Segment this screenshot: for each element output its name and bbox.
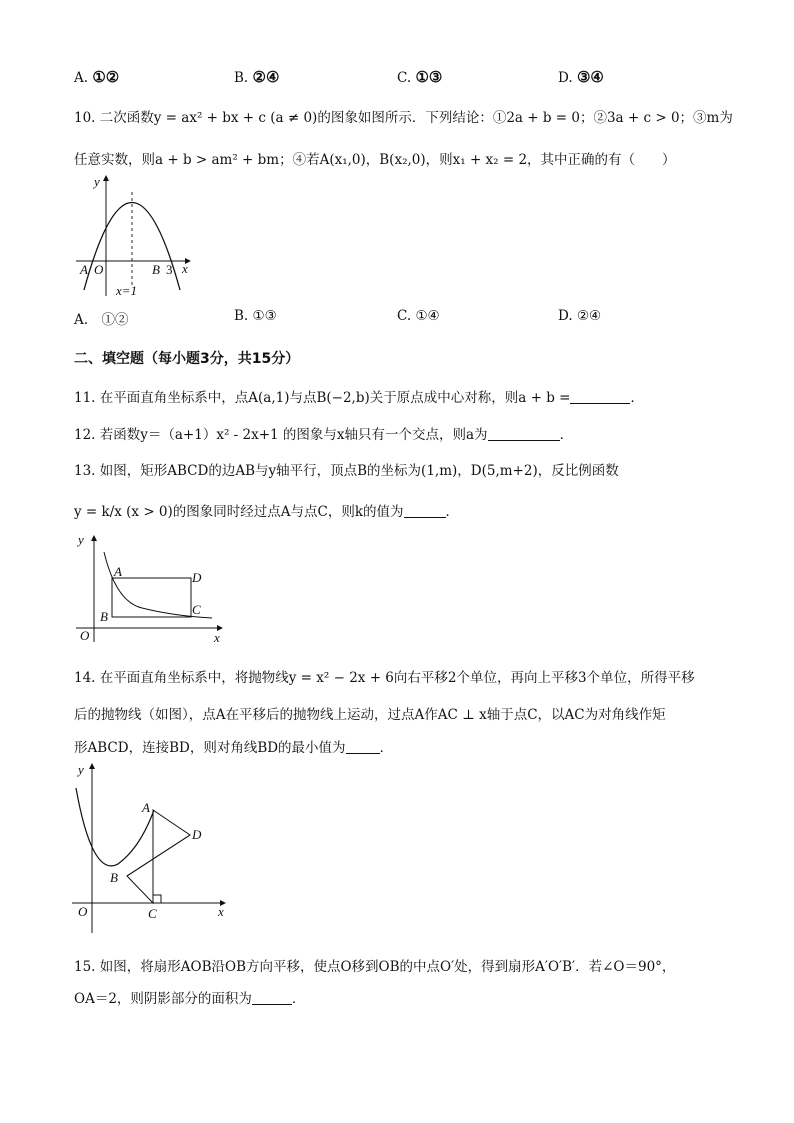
right-angle-mark <box>153 895 161 903</box>
q10-line-1: 10. 二次函数y = ax² + bx + c (a ≠ 0)的图象如图所示．下列结论：①2a + b = 0；②3a + c > 0；③m为 <box>74 110 733 126</box>
q14-line-1: 14. 在平面直角坐标系中，将抛物线y = x² − 2x + 6向右平移2个单位，再向上平移3个单位，所得平移 <box>74 670 695 686</box>
q9-option-c: C. ①③ <box>397 68 443 86</box>
x-label: x <box>218 904 224 919</box>
x-label: x <box>214 630 220 645</box>
point-d-label: D <box>192 570 202 585</box>
q9-option-a: A. ①② <box>74 68 120 86</box>
diagonal-bd <box>127 835 190 876</box>
y-label: y <box>94 174 100 189</box>
point-a-label: A <box>142 800 150 815</box>
q10-line-2: 任意实数，则a + b > am² + bm；④若A(x₁,0)，B(x₂,0)，则x₁ + x₂ = 2，其中正确的有（ ） <box>74 152 676 168</box>
point-c-label: C <box>148 906 157 921</box>
q13-line-1: 13. 如图，矩形ABCD的边AB与y轴平行，顶点B的坐标为(1,m)，D(5,m+2)，反比例函数 <box>74 463 619 479</box>
q11-line: 11. 在平面直角坐标系中，点A(a,1)与点B(−2,b)关于原点成中心对称，则a + b = ． <box>74 390 644 406</box>
q10-option-d: D. ②④ <box>558 308 602 324</box>
q15-line-2: OA＝2，则阴影部分的面积为 ． <box>74 991 306 1007</box>
q11-answer-blank[interactable] <box>570 391 630 404</box>
point-c-label: C <box>192 602 201 617</box>
q15-line-1: 15. 如图，将扇形AOB沿OB方向平移，使点O移到OB的中点O′处，得到扇形A′O′B′．若∠O＝90°， <box>74 959 676 975</box>
origin-label: O <box>94 262 104 277</box>
x-label: x <box>182 261 188 276</box>
q15-answer-blank[interactable] <box>252 992 292 1005</box>
rectangle-abcd <box>112 578 191 617</box>
y-label: y <box>78 532 84 547</box>
q10-option-c: C. ①④ <box>397 308 440 324</box>
point-b-label: B <box>110 870 118 885</box>
q13-answer-blank[interactable] <box>404 505 446 518</box>
q10-parabola-graph <box>74 170 199 300</box>
q9-option-d: D. ③④ <box>558 68 604 86</box>
q13-rectangle-graph <box>74 532 229 647</box>
point-d-label: D <box>192 827 202 842</box>
q14-parabola-rectangle-graph <box>70 758 230 938</box>
q10-option-a: A. ①② <box>74 312 129 328</box>
y-label: y <box>78 762 84 777</box>
point-b-label: B <box>152 262 160 277</box>
section-2-title: 二、填空题（每小题3分，共15分） <box>74 351 300 367</box>
q12-answer-blank[interactable] <box>488 428 560 441</box>
q12-line: 12. 若函数y＝（a+1）x² - 2x+1 的图象与x轴只有一个交点，则a为 ． <box>74 427 574 443</box>
q9-option-b: B. ②④ <box>234 68 280 86</box>
point-b-label: B <box>100 609 108 624</box>
q14-line-2: 后的抛物线（如图），点A在平移后的抛物线上运动，过点A作AC ⊥ x轴于点C，以AC为对角线作矩 <box>74 707 666 723</box>
symmetry-axis-label: x=1 <box>116 283 138 298</box>
q10-option-b: B. ①③ <box>234 308 277 324</box>
origin-label: O <box>80 628 90 643</box>
rectangle-abcd-outline <box>127 810 190 903</box>
q13-line-2: y = k/x (x > 0)的图象同时经过点A与点C，则k的值为 ． <box>74 504 460 520</box>
point-a-label: A <box>80 262 88 277</box>
origin-label: O <box>78 904 88 919</box>
q14-line-3: 形ABCD，连接BD，则对角线BD的最小值为 ． <box>74 740 394 756</box>
tick-3-label: 3 <box>166 262 173 277</box>
q14-answer-blank[interactable] <box>346 741 380 754</box>
point-a-label: A <box>114 564 122 579</box>
